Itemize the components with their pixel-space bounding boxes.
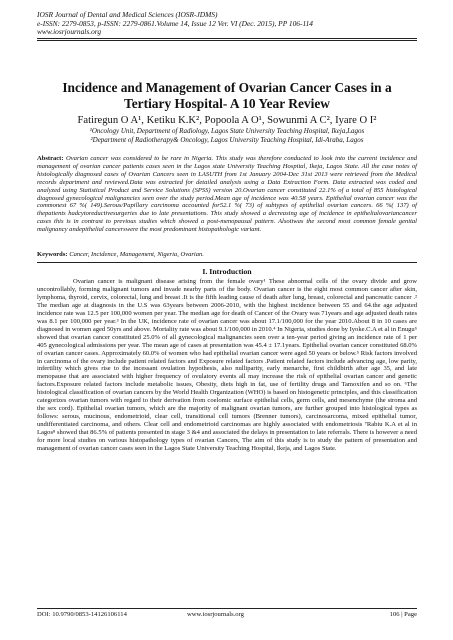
footer-website: www.iosrjournals.org bbox=[187, 611, 244, 618]
section-heading-introduction: I. Introduction bbox=[202, 267, 252, 276]
paper-title bbox=[37, 80, 417, 112]
journal-issn-volume: e-ISSN: 2279-0853, p-ISSN: 2279-0861.Volume 14, Issue 12 Ver. VI (Dec. 2015), PP 106-114 bbox=[37, 18, 314, 28]
keywords-rule bbox=[37, 262, 417, 263]
affiliations bbox=[37, 127, 417, 144]
journal-name: IOSR Journal of Dental and Medical Sciences (IOSR-JDMS) bbox=[37, 10, 218, 19]
abstract-label: Abstract: bbox=[37, 155, 64, 162]
paper-title-line-1: Incidence and Management of Ovarian Cancer Cases in a bbox=[62, 80, 392, 95]
introduction-paragraph: Ovarian cancer is malignant disease arising from the female ovary¹ These abnormal cells of the ovary divide and grow uncontrollably, forming malignant tumors and invade nearby parts of the body. Ovarian cancer is the eight most common cancer after skin, lymphoma, thyroid, cervix, colorectal, lung and breast .It is the fifth leading cause of death after lung, breast, colorectal and pancreatic cancer .² The median age at diagnosis in the U.S was 63years between 2006-2010, with the highest incidence between 55 and 64.the age adjusted incidence rate was 12.5 per 100,000 women per year. The median age for death of Cancer of the Ovary was 71years and age adjusted death rates was 8.1 per 100,000 per year.³ In the UK, incidence rate of ovarian cancer was about 17.1/100,000 for the year 2010.About 8 in 10 cases are diagnosed in women aged 50yrs and above. Mortality rate was about 9.1/100,000 in 2010.⁴ In Nigeria, studies done by Iyoke.C.A et al in Enugu⁵ showed that ovarian cancer constituted 25.0% of all gynecological malignancies seen over a ten-year period giving an incidence rate of 1 per 405 gynecological admissions per year. The mean age of cases at presentation was 45.4 ± 17.1years. Epithelial ovarian cancer constituted 68.0% of ovarian cancer cases. Approximately 60.0% of women who had epithelial ovarian cancer were aged 50 years or below.⁵ Risk factors involved in carcinoma of the ovary include patient related factors and Exposure related factors .Patient related factors include advancing age, low parity, infertility which gives rise to the incessant ovulation hypothesis, also nulliparity, early menarche, first childbirth after age 35, and late menopause that are associated with higher frequency of ovulatory events all may increase the risk of epithelial ovarian cancer and genetic factors.Exposure related factors include metabolic issues, Obesity, diets high in fat, use of fertility drugs and Tamoxifen and so on. ⁶The histological classification of ovarian cancers by the World Health Organization (WHO) is based on histogenetic principles, and this classification categorizes ovarian tumors with regard to their derivation from coelomic surface epithelial cells, germ cells, and mesenchyme (the stroma and the sex cord). Epithelial ovarian tumors, which are the majority of malignant ovarian tumors, are further grouped into histological types as follows: serous, mucinous, endometrioid, clear cell, transitional cell tumors (Brenner tumors), carcinosarcoma, mixed epithelial tumor, undifferentiated carcinoma, and others. Clear cell and endometrioid carcinomas are highly associated with endometriosis ⁷Rabiu K.A et al in Lagos⁸ showed that 86.5% of patients presented in stage 3 &4 and associated the delays in presentation to late referrals. There is however a need for more local studies on various histopathology types of ovarian Cancers, The aim of this study is to study the pattern of presentation and management of ovarian cancer cases seen in the Lagos State University Teaching Hospital, Ikeja, and Lagos State. bbox=[37, 278, 417, 453]
header-rule-1 bbox=[37, 38, 417, 39]
abstract-text: Ovarian cancer was considered to be rare in Nigeria. This study was therefore conducted to look into the current incidence and management of ovarian cancer patients cases seen in the Lagos state University Teaching Hospital, Ikeja, Lagos State. All the case notes of histologically diagnosed cases of Ovarian Cancers seen in LASUTH from 1st January 2004-Dec 31st 2013 were retrieved from the Medical records department and reviewed.Data was extracted for detailed analysis using a Data Extraction Form. Data extracted was coded and analyzed using Statistical Product and Service Solutions (SPSS) version 20.Ovarian cancer constituted 22.1% of a total of 855 histological diagnosed gynecological malignancies seen over the study period.Mean age of incidence was 40.58 years. Epithelial ovarian cancer was the commonest 67 %( 149).Serous/Papillary carcinoma accounted for52.1 %( 73) of subtypes of epithelial ovarian cancers. 66 %( 137) of thepatients hadcytoreductivesurgeries due to late presentations. This study showed a decreasing age of incidence in epithelialovariancancer cases this is in contrast to previous studies which showed a post-menopausal pattern. Alsoitwas the second most common female genital malignancy andepithelial cancerswere the most predominant histopathologic variant. bbox=[37, 155, 418, 234]
footer-doi: DOI: 10.9790/0853-14126106114 bbox=[37, 611, 127, 618]
abstract bbox=[37, 155, 417, 234]
header-rule-2 bbox=[37, 40, 417, 41]
journal-website: www.iosrjournals.org bbox=[37, 27, 102, 37]
author-list: Fatiregun O A¹, Ketiku K.K², Popoola A O¹, Sowunmi A C², Iyare O I² bbox=[77, 115, 377, 126]
affiliation-1: ¹Oncology Unit, Department of Radiology, Lagos State University Teaching Hospital, Ikeja,Lagos bbox=[89, 127, 365, 135]
page-footer bbox=[37, 611, 417, 621]
introduction-body bbox=[37, 278, 417, 453]
paper-title-line-2: Tertiary Hospital- A 10 Year Review bbox=[124, 96, 330, 111]
keywords-text: Cancer, Incidence, Management, Nigeria, Ovarian. bbox=[69, 251, 204, 258]
keywords-label: Keywords: bbox=[37, 251, 68, 258]
journal-header bbox=[37, 11, 417, 37]
footer-rule bbox=[37, 608, 417, 609]
footer-page-number: 106 | Page bbox=[389, 611, 417, 618]
keywords bbox=[37, 251, 417, 259]
affiliation-2: ²Department of Radiotherapy& Oncology, Lagos University Teaching Hospital, Idi-Araba, Lagos bbox=[90, 135, 364, 144]
